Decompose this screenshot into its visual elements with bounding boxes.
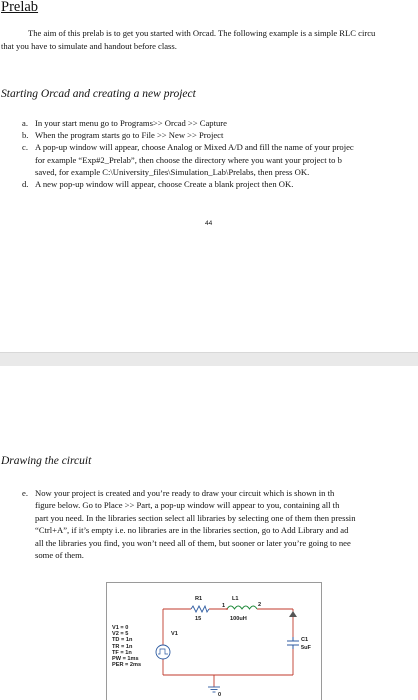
resistor-label: R1: [195, 596, 203, 602]
inductor-symbol: [227, 606, 257, 609]
list-item-text: part you need. In the libraries section select all libraries by selecting one of them then pressin: [35, 512, 356, 523]
circuit-schematic: [106, 582, 322, 700]
inductor-label: L1: [232, 596, 239, 602]
list-item-e: [22, 487, 356, 561]
capacitor-symbol: [287, 637, 299, 649]
list-item-text: for example “Exp#2_Prelab”, then choose the directory where you want your project to b: [35, 154, 342, 165]
list-item-text: all the libraries you find, you won’t need all of them, but sooner or later you’re going to nee: [35, 537, 351, 548]
list-item-text: A pop-up window will appear, choose Analog or Mixed A/D and fill the name of your projec: [35, 142, 354, 153]
list-marker: a.: [22, 118, 28, 128]
list-item-text: saved, for example C:\University_files\Simulation_Lab\Prelabs, then press OK.: [35, 166, 310, 177]
list-item-text: A new pop-up window will appear, choose Create a blank project then OK.: [35, 179, 294, 190]
list-item-text-block: [35, 487, 356, 561]
source-param: TF = 1n: [112, 649, 132, 656]
list-item-text: some of them.: [35, 550, 84, 561]
page-title: Prelab: [1, 0, 39, 15]
list-item-text: “Ctrl+A”, if it’s empty i.e. no libraries are in the libraries section, go to Add Library and ad: [35, 525, 349, 536]
list-item-c: [22, 141, 354, 178]
list-item-a: [22, 117, 354, 129]
source-param: TD = 1n: [112, 637, 133, 644]
inductor-value: 100uH: [230, 616, 247, 622]
inductor-node: 2: [258, 602, 262, 608]
source-label: V1: [171, 631, 178, 637]
list-item-text: When the program starts go to File >> New >> Project: [35, 130, 224, 141]
list-item-b: [22, 129, 354, 141]
resistor-symbol: [191, 606, 209, 612]
capacitor-label: C1: [301, 637, 309, 643]
list-item-text: figure below. Go to Place >> Part, a pop-up window will appear to you, containing all th: [35, 500, 340, 511]
list-item-text: Now your project is created and you’re ready to draw your circuit which is shown in th: [35, 488, 335, 498]
page-number: 44: [205, 220, 213, 227]
document-page-bottom: [0, 366, 418, 700]
ground-label: 0: [218, 692, 222, 698]
inductor-node-start: 1: [222, 603, 226, 609]
intro-line-2: that you have to simulate and handout before class.: [1, 41, 177, 51]
section-heading-drawing: Drawing the circuit: [1, 455, 92, 467]
list-marker: b.: [22, 130, 29, 141]
section-heading-starting: Starting Orcad and creating a new project: [1, 88, 196, 100]
voltage-source-symbol: [156, 645, 170, 659]
list-marker: e.: [22, 488, 28, 498]
source-param: TR = 1n: [112, 643, 133, 650]
intro-line-1: The aim of this prelab is to get you started with Orcad. The following example is a simple RLC circu: [28, 28, 376, 38]
list-item-text: In your start menu go to Programs>> Orcad >> Capture: [35, 118, 227, 128]
list-item-d: [22, 178, 354, 190]
source-param: V2 = 5: [112, 631, 129, 638]
node-dot: [226, 608, 228, 610]
probe-marker-icon: [289, 611, 297, 617]
source-param: V1 = 0: [112, 625, 129, 631]
list-marker: d.: [22, 179, 29, 190]
source-param: PER = 2ms: [112, 662, 142, 669]
resistor-value: 15: [195, 616, 202, 622]
source-param: PW = 1ms: [112, 656, 139, 663]
capacitor-value: 5uF: [301, 645, 311, 651]
intro-paragraph: [1, 27, 375, 53]
source-parameters: [112, 625, 141, 668]
steps-list-starting: [22, 117, 354, 190]
list-marker: c.: [22, 142, 28, 153]
